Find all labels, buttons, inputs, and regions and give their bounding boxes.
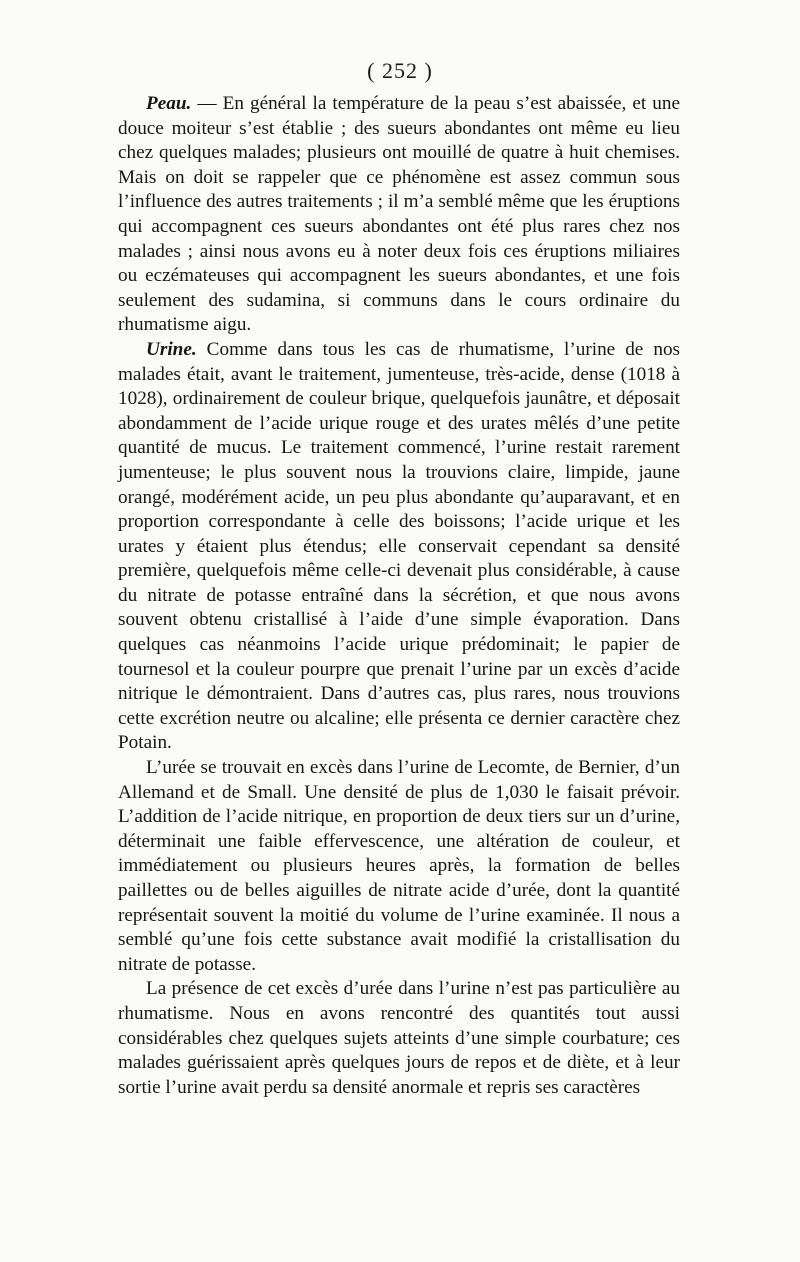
paragraph-urea <box>118 756 680 977</box>
paragraph-body-skin: — En général la température de la peau s’est abaissée, et une douce moiteur s’est établie ; des sueurs abondantes ont même eu lieu chez quelques malades; plusieurs ont mouillé de quatre à huit chemises. Mais on doit se rappeler que ce phénomène est assez commun sous l’influence des autres traitements ; il m’a semblé même que les éruptions qui accompagnent ces sueurs abondantes ont été plus rares chez nos malades ; ainsi nous avons eu à noter deux fois ces éruptions miliaires ou eczémateuses qui accompagnent les sueurs abondantes, et une fois seulement des sudamina, si communs dans le cours ordinaire du rhumatisme aigu. <box>118 93 681 336</box>
paragraph-body-urea: L’urée se trouvait en excès dans l’urine de Lecomte, de Bernier, d’un Allemand et de Small. Une densité de plus de 1,030 le faisait prévoir. L’addition de l’acide nitrique, en proportion de deux tiers sur un d’urine, déterminait une faible effervescence, une altération de couleur, et immédiatement ou plusieurs heures après, la formation de belles paillettes ou de belles aiguilles de nitrate acide d’urée, dont la quantité représentait souvent la moitié du volume de l’urine examinée. Il nous a semblé qu’une fois cette substance avait modifié la cristallisation du nitrate de potasse. <box>118 757 680 975</box>
paragraph-body-urea-presence: La présence de cet excès d’urée dans l’urine n’est pas particulière au rhumatisme. Nous en avons rencontré des quantités tout aussi considérables chez quelques sujets atteints d’une simple courbature; ces malades guérissaient après quelques jours de repos et de diète, et à leur sortie l’urine avait perdu sa densité anormale et repris ses caractères <box>118 978 680 1098</box>
paragraph-body-urine: Comme dans tous les cas de rhumatisme, l’urine de nos malades était, avant le traitement, jumenteuse, très-acide, dense (1018 à 1028), ordinairement de couleur brique, quelquefois jaunâtre, et déposait abondamment de l’acide urique rouge et des urates mêlés d’une petite quantité de mucus. Le traitement commencé, l’urine restait rarement jumenteuse; le plus souvent nous la trouvions claire, limpide, jaune orangé, modérément acide, un peu plus abondante qu’auparavant, et en proportion correspondante à celle des boissons; l’acide urique et les urates y étaient plus étendus; elle conservait cependant sa densité première, quelquefois même celle-ci devenait plus considérable, à cause du nitrate de potasse entraîné dans la sécrétion, et que nous avons souvent obtenu cristallisé à l’aide d’une simple évaporation. Dans quelques cas néanmoins l’acide urique prédominait; le papier de tournesol et la couleur pourpre que prenait l’urine par un excès d’acide nitrique le démontraient. Dans d’autres cas, plus rares, nous trouvions cette excrétion neutre ou alcaline; elle présenta ce dernier caractère chez Potain. <box>118 338 681 754</box>
paragraph-lead-skin: Peau. <box>146 93 192 114</box>
paragraph-skin <box>118 92 680 338</box>
paragraph-urine <box>118 338 680 756</box>
body-text <box>118 92 680 1100</box>
paragraph-urea-presence <box>118 977 680 1100</box>
page-number: ( 252 ) <box>367 58 433 83</box>
paragraph-lead-urine: Urine. <box>146 338 197 360</box>
